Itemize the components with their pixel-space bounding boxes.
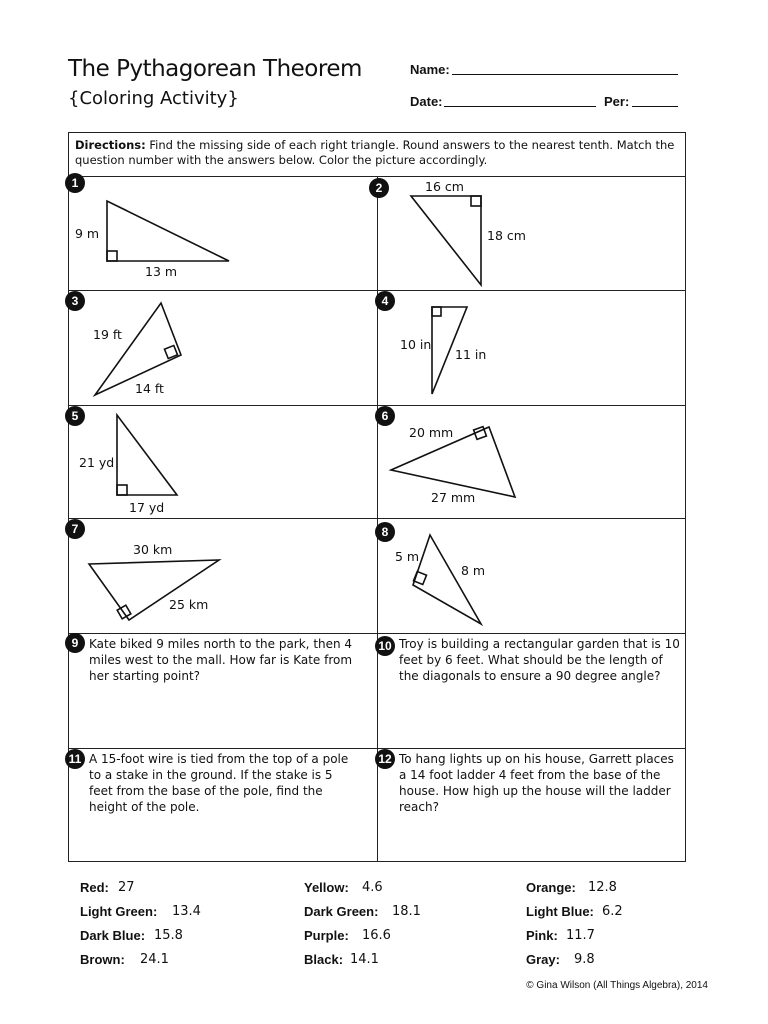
- name-label: Name:: [410, 62, 450, 77]
- problem-number-7: 7: [65, 519, 85, 539]
- problem-number-11: 11: [65, 749, 85, 769]
- color-key-value: 11.7: [566, 928, 595, 943]
- directions-label: Directions:: [75, 138, 146, 152]
- right-angle-mark-2: [471, 196, 481, 206]
- problem-number-3: 3: [65, 291, 85, 311]
- right-angle-mark-5: [117, 485, 127, 495]
- problem-number-12: 12: [375, 749, 395, 769]
- period-field[interactable]: [632, 106, 678, 107]
- name-field[interactable]: [452, 74, 678, 75]
- triangle-2: [411, 196, 481, 285]
- color-key-value: 18.1: [392, 904, 421, 919]
- color-key-value: 16.6: [362, 928, 391, 943]
- color-key-value: 12.8: [588, 880, 617, 895]
- date-field[interactable]: [444, 106, 596, 107]
- color-key-value: 9.8: [574, 952, 595, 967]
- right-angle-mark-8: [413, 571, 426, 584]
- color-key-name: Gray:: [526, 952, 560, 967]
- side-label: 10 in: [400, 337, 432, 352]
- color-key-name: Dark Blue:: [80, 928, 146, 943]
- worksheet-title: The Pythagorean Theorem: [68, 56, 362, 82]
- color-key-name: Yellow:: [304, 880, 349, 895]
- right-angle-mark-3: [164, 345, 177, 358]
- word-problem-12: To hang lights up on his house, Garrett places a 14 foot ladder 4 feet from the base of the house. How high up the house will the ladder reach?: [399, 752, 674, 814]
- side-label: 9 m: [75, 226, 100, 241]
- side-label: 18 cm: [487, 228, 526, 243]
- word-problem-11: A 15-foot wire is tied from the top of a pole to a stake in the ground. If the stake is 5 feet from the base of the pole, find the height of the pole.: [89, 752, 349, 814]
- directions-text: Find the missing side of each right triangle. Round answers to the nearest tenth. Match the question number with the answers below. Color the picture accordingly.: [75, 138, 675, 167]
- color-key-value: 6.2: [602, 904, 623, 919]
- side-label: 8 m: [461, 563, 486, 578]
- right-angle-mark-6: [474, 427, 487, 440]
- color-key-name: Red:: [80, 880, 109, 895]
- color-key-name: Dark Green:: [304, 904, 379, 919]
- side-label: 17 yd: [129, 500, 165, 515]
- color-key-name: Light Blue:: [526, 904, 594, 919]
- problem-number-10: 10: [375, 636, 395, 656]
- color-key-name: Pink:: [526, 928, 558, 943]
- word-problem-10: Troy is building a rectangular garden that is 10 feet by 6 feet. What should be the length of the diagonals to ensure a 90 degree angle?: [399, 637, 680, 683]
- color-key-name: Black:: [304, 952, 344, 967]
- period-label: Per:: [604, 94, 630, 109]
- right-angle-mark-1: [107, 251, 117, 261]
- side-label: 13 m: [145, 264, 178, 279]
- side-label: 11 in: [455, 347, 487, 362]
- color-key-name: Purple:: [304, 928, 349, 943]
- problem-number-2: 2: [369, 178, 389, 198]
- date-label: Date:: [410, 94, 443, 109]
- side-label: 5 m: [395, 549, 420, 564]
- problem-number-9: 9: [65, 633, 85, 653]
- color-key-value: 15.8: [154, 928, 183, 943]
- word-problem-9: Kate biked 9 miles north to the park, then 4 miles west to the mall. How far is Kate from her starting point?: [89, 637, 353, 683]
- copyright-notice: © Gina Wilson (All Things Algebra), 2014: [526, 980, 708, 991]
- side-label: 25 km: [169, 597, 209, 612]
- problem-number-1: 1: [65, 173, 85, 193]
- color-key-value: 27: [118, 880, 135, 895]
- color-key-value: 24.1: [140, 952, 169, 967]
- triangle-5: [117, 415, 177, 495]
- color-key-name: Light Green:: [80, 904, 158, 919]
- side-label: 16 cm: [425, 179, 464, 194]
- side-label: 21 yd: [79, 455, 115, 470]
- problem-number-8: 8: [375, 522, 395, 542]
- triangle-8: [413, 535, 481, 624]
- worksheet-subtitle: {Coloring Activity}: [68, 88, 239, 109]
- problem-number-5: 5: [65, 406, 85, 426]
- triangle-1: [107, 201, 229, 261]
- side-label: 14 ft: [135, 381, 164, 396]
- color-key-name: Brown:: [80, 952, 125, 967]
- side-label: 27 mm: [431, 490, 476, 505]
- color-key-value: 14.1: [350, 952, 379, 967]
- color-key-value: 4.6: [362, 880, 383, 895]
- color-key-value: 13.4: [172, 904, 201, 919]
- side-label: 19 ft: [93, 327, 122, 342]
- color-key-name: Orange:: [526, 880, 576, 895]
- right-angle-mark-4: [432, 307, 441, 316]
- problem-grid: [68, 132, 686, 862]
- side-label: 30 km: [133, 542, 173, 557]
- problem-number-6: 6: [375, 406, 395, 426]
- problem-number-4: 4: [375, 291, 395, 311]
- side-label: 20 mm: [409, 425, 454, 440]
